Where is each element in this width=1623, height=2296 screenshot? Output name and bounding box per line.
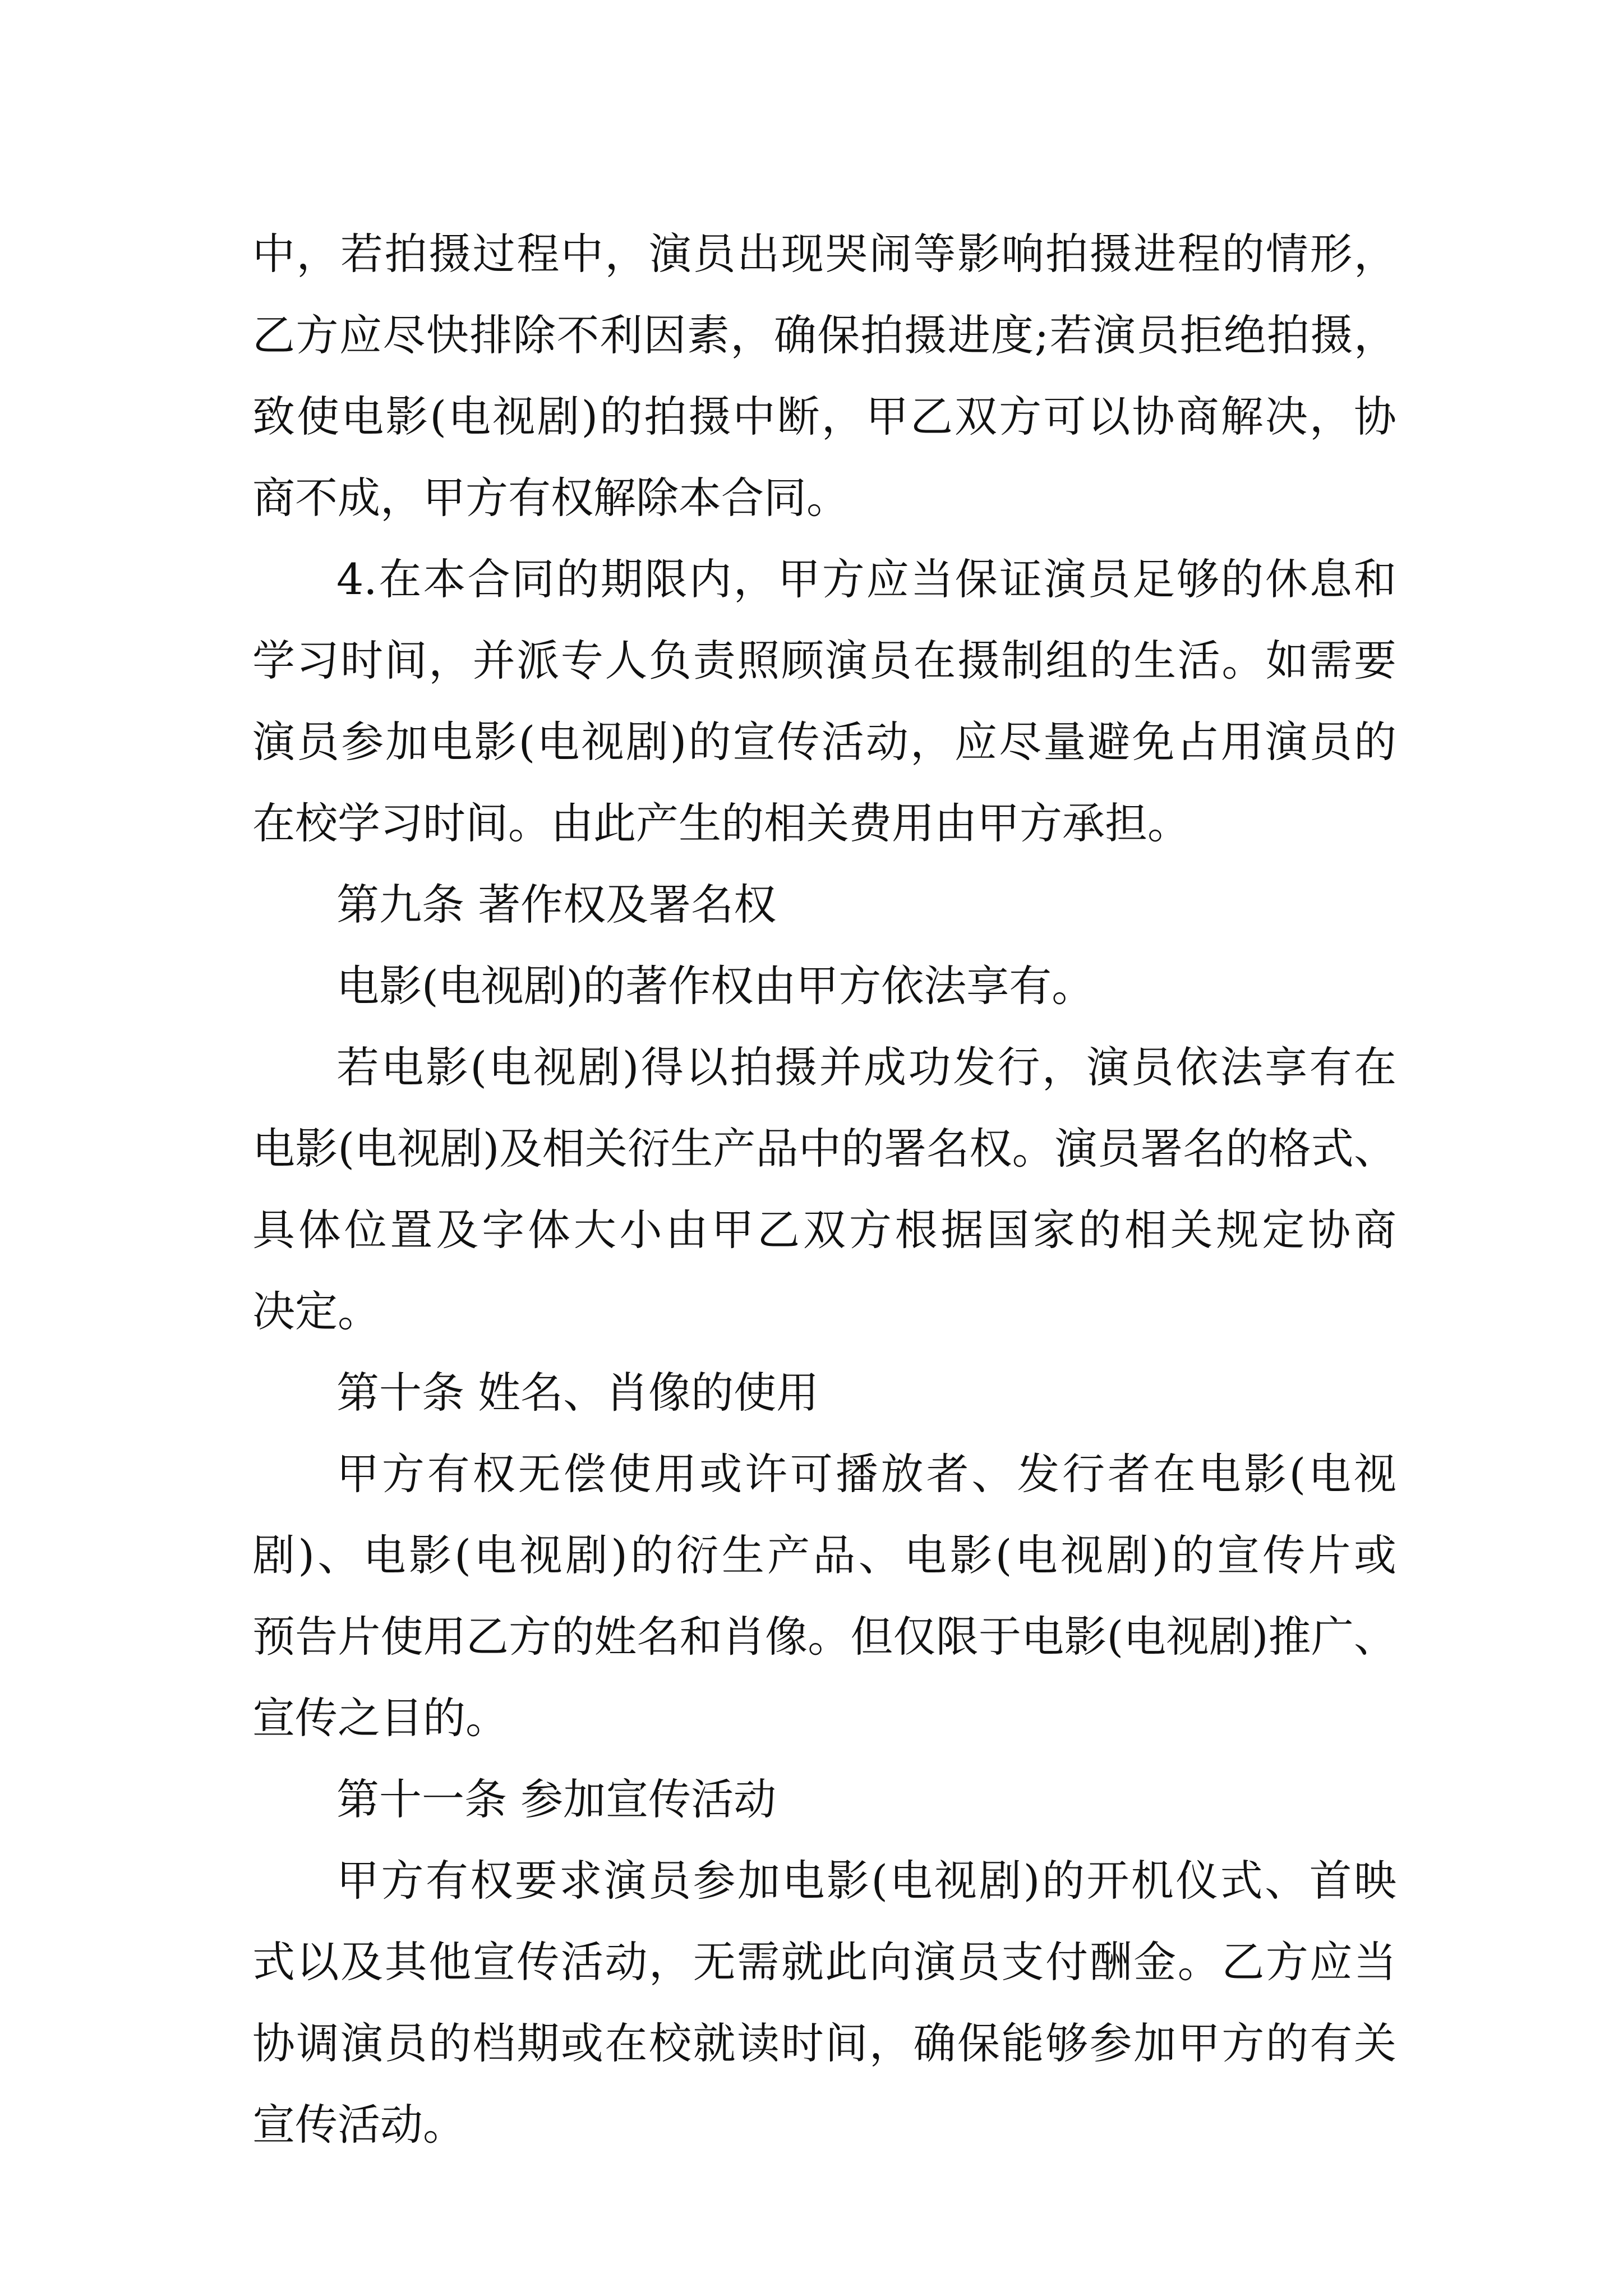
article-9-heading: 第九条 著作权及署名权 (336, 880, 777, 930)
text-line: 中，若拍摄过程中，演员出现哭闹等影响拍摄进程的情形， (252, 229, 1396, 279)
text-line: 乙方应尽快排除不利因素，确保拍摄进度;若演员拒绝拍摄， (252, 310, 1396, 360)
text-line: 商不成，甲方有权解除本合同。 (252, 473, 849, 523)
text-line: 宣传之目的。 (252, 1693, 508, 1743)
text-line: 学习时间，并派专人负责照顾演员在摄制组的生活。如需要 (252, 636, 1396, 685)
text-line: 式以及其他宣传活动，无需就此向演员支付酬金。乙方应当 (252, 1937, 1396, 1987)
paragraph-item-4 (252, 539, 1396, 864)
paragraph-copyright: 电影(电视剧)的著作权由甲方依法享有。 (336, 961, 1095, 1011)
text-line: 甲方有权无偿使用或许可播放者、发行者在电影(电视 (336, 1449, 1396, 1499)
paragraph-attribution (252, 1027, 1396, 1352)
text-line: 甲方有权要求演员参加电影(电视剧)的开机仪式、首映 (336, 1856, 1396, 1906)
text-line: 在校学习时间。由此产生的相关费用由甲方承担。 (252, 798, 1190, 848)
text-line: 预告片使用乙方的姓名和肖像。但仅限于电影(电视剧)推广、 (252, 1612, 1396, 1662)
text-line: 宣传活动。 (252, 2100, 465, 2150)
text-line: 演员参加电影(电视剧)的宣传活动，应尽量避免占用演员的 (252, 717, 1396, 767)
paragraph-continuation (252, 213, 1396, 539)
text-line: 电影(电视剧)及相关衍生产品中的署名权。演员署名的格式、 (252, 1124, 1396, 1174)
article-10-heading: 第十条 姓名、肖像的使用 (336, 1368, 819, 1418)
text-line: 具体位置及字体大小由甲乙双方根据国家的相关规定协商 (252, 1205, 1396, 1255)
document-page (252, 213, 1396, 2165)
article-11-heading: 第十一条 参加宣传活动 (336, 1774, 777, 1824)
paragraph-name-portrait (252, 1433, 1396, 1759)
text-line: 致使电影(电视剧)的拍摄中断，甲乙双方可以协商解决，协 (252, 392, 1396, 441)
text-line: 4.在本合同的期限内，甲方应当保证演员足够的休息和 (336, 554, 1396, 604)
paragraph-promotion (252, 1840, 1396, 2165)
text-line: 决定。 (252, 1286, 380, 1336)
text-line: 剧)、电影(电视剧)的衍生产品、电影(电视剧)的宣传片或 (252, 1530, 1396, 1580)
text-line: 协调演员的档期或在校就读时间，确保能够参加甲方的有关 (252, 2018, 1396, 2068)
text-line: 若电影(电视剧)得以拍摄并成功发行，演员依法享有在 (336, 1042, 1396, 1092)
